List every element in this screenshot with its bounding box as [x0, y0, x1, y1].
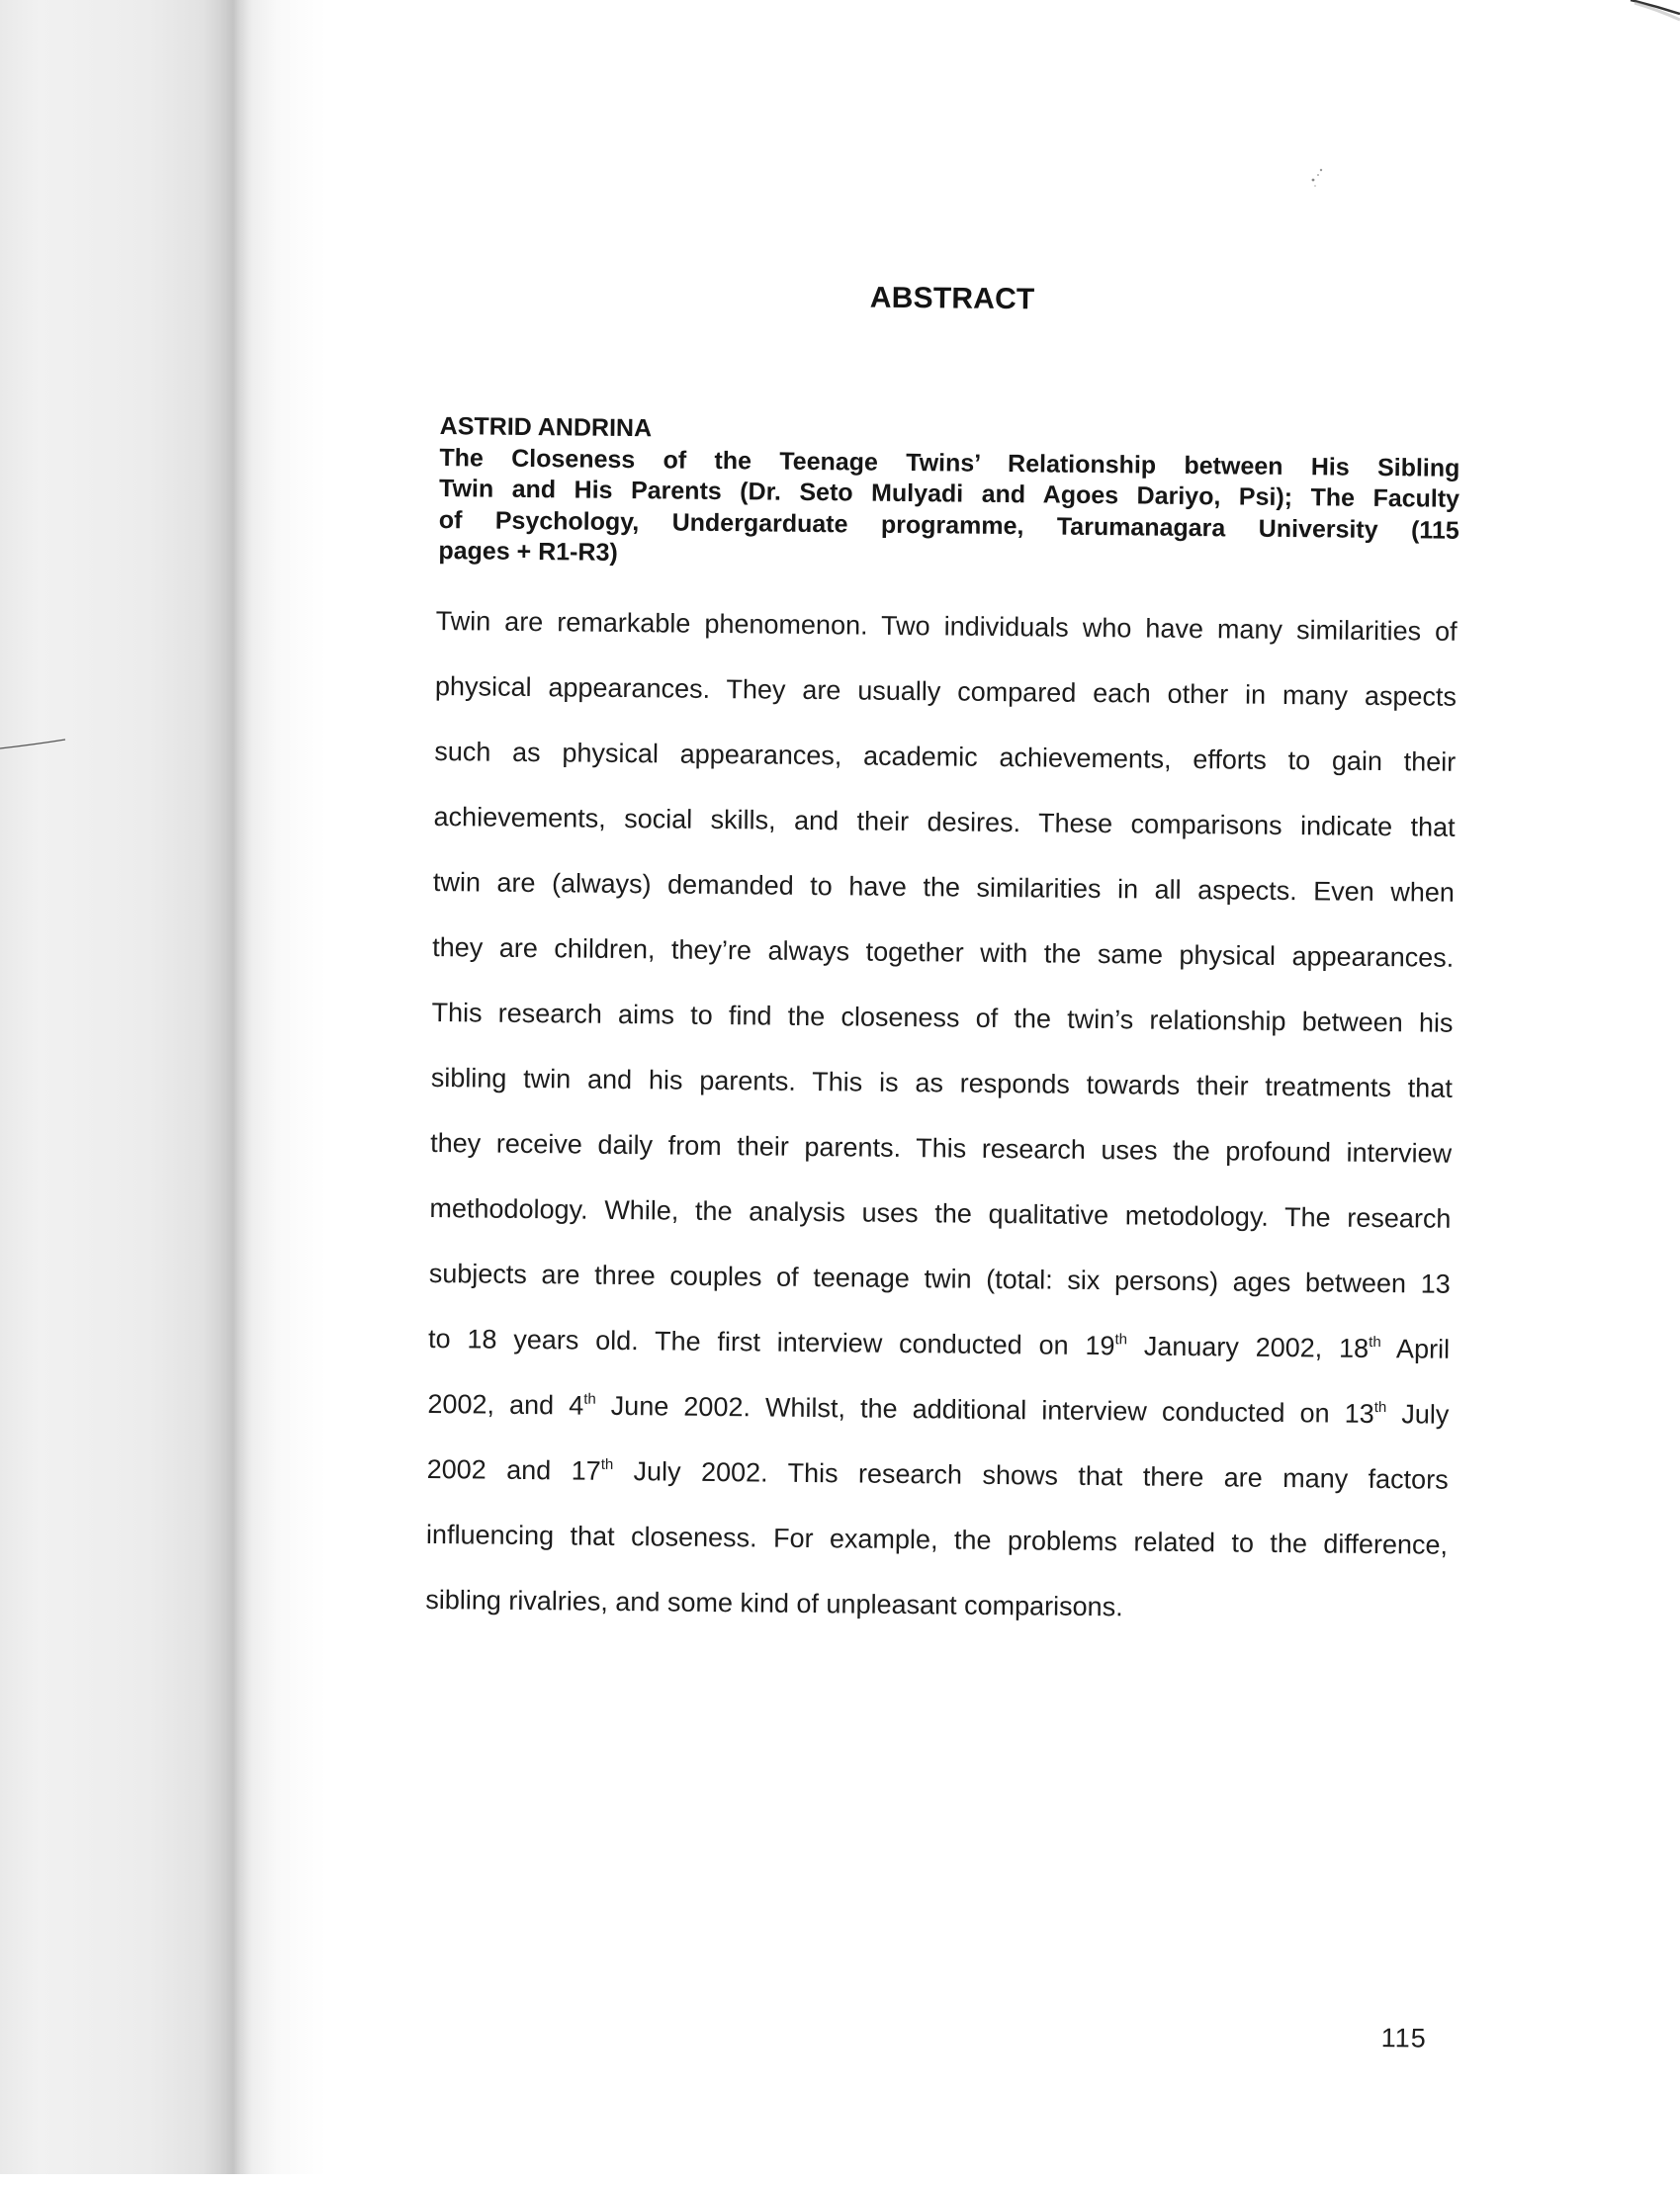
ordinal-suffix: th [1114, 1331, 1128, 1349]
text-segment: achievements, social skills, and their desires. These comparisons indicate that [433, 801, 1456, 842]
text-segment: methodology. While, the analysis uses the qualitative metodology. The research [429, 1192, 1452, 1234]
body-text-line [428, 1306, 1451, 1382]
body-text-line [425, 1567, 1448, 1643]
text-segment: influencing that closeness. For example, the problems related to the difference, [425, 1519, 1449, 1560]
citation-line: Twin and His Parents (Dr. Seto Mulyadi and Agoes Dariyo, Psi); The Faculty [438, 475, 1460, 513]
text-segment: sibling rivalries, and some kind of unpleasant comparisons. [425, 1584, 1123, 1622]
text-segment: January 2002, 18 [1126, 1331, 1370, 1363]
body-text-line [426, 1502, 1449, 1578]
body-text-line [426, 1437, 1449, 1513]
text-segment: to 18 years old. The first interview conducted on 19 [427, 1323, 1115, 1361]
text-segment: Twin are remarkable phenomenon. Two individuals who have many similarities of [435, 606, 1458, 647]
text-segment: twin are (always) demanded to have the similarities in all aspects. Even when [432, 866, 1456, 908]
page-title: ABSTRACT [869, 281, 1035, 316]
body-text-line [435, 654, 1458, 730]
text-segment: June 2002. Whilst, the additional interview conducted on 13 [595, 1390, 1374, 1429]
body-text-line [431, 1045, 1454, 1121]
citation-line: of Psychology, Undergarduate programme, Tarumanagara University (115 [438, 505, 1459, 545]
body-text-line [435, 588, 1458, 664]
text-segment: 2002 and 17 [426, 1453, 601, 1486]
body-text-line [428, 1241, 1451, 1317]
ordinal-suffix: th [583, 1390, 596, 1408]
body-text-line [434, 719, 1457, 795]
citation-line: pages + R1-R3) [438, 537, 618, 567]
citation-line: The Closeness of the Teenage Twins’ Relationship between His Sibling [439, 443, 1460, 482]
abstract-body [425, 588, 1458, 1643]
body-text-line [433, 784, 1456, 860]
body-text-line [427, 1371, 1450, 1447]
text-segment: sibling twin and his parents. This is as responds towards their treatments that [430, 1062, 1453, 1103]
author-name: ASTRID ANDRINA [439, 412, 653, 443]
text-segment: subjects are three couples of teenage twin (total: six persons) ages between 13 [428, 1258, 1451, 1299]
page-number: 115 [1380, 2023, 1427, 2054]
thesis-citation [438, 411, 1460, 577]
ordinal-suffix: th [1373, 1398, 1387, 1417]
body-text-line [432, 915, 1455, 991]
text-segment: they are children, they’re always together with the same physical appearances. [432, 931, 1455, 973]
body-text-line [429, 1176, 1452, 1252]
text-segment: July [1386, 1399, 1450, 1430]
body-text-line [430, 1110, 1453, 1186]
text-segment: April [1380, 1334, 1451, 1364]
ordinal-suffix: th [600, 1455, 614, 1473]
ordinal-suffix: th [1369, 1333, 1381, 1352]
text-segment: they receive daily from their parents. This research uses the profound interview [430, 1127, 1453, 1169]
text-segment: July 2002. This research shows that there are many factors [613, 1455, 1449, 1495]
body-text-line [433, 849, 1456, 925]
text-segment: physical appearances. They are usually compared each other in many aspects [434, 671, 1458, 712]
text-segment: 2002, and 4 [427, 1388, 584, 1421]
text-segment: This research aims to find the closeness of the twin’s relationship between his [431, 997, 1454, 1038]
body-text-line [431, 980, 1454, 1056]
text-segment: such as physical appearances, academic achievements, efforts to gain their [434, 737, 1457, 777]
